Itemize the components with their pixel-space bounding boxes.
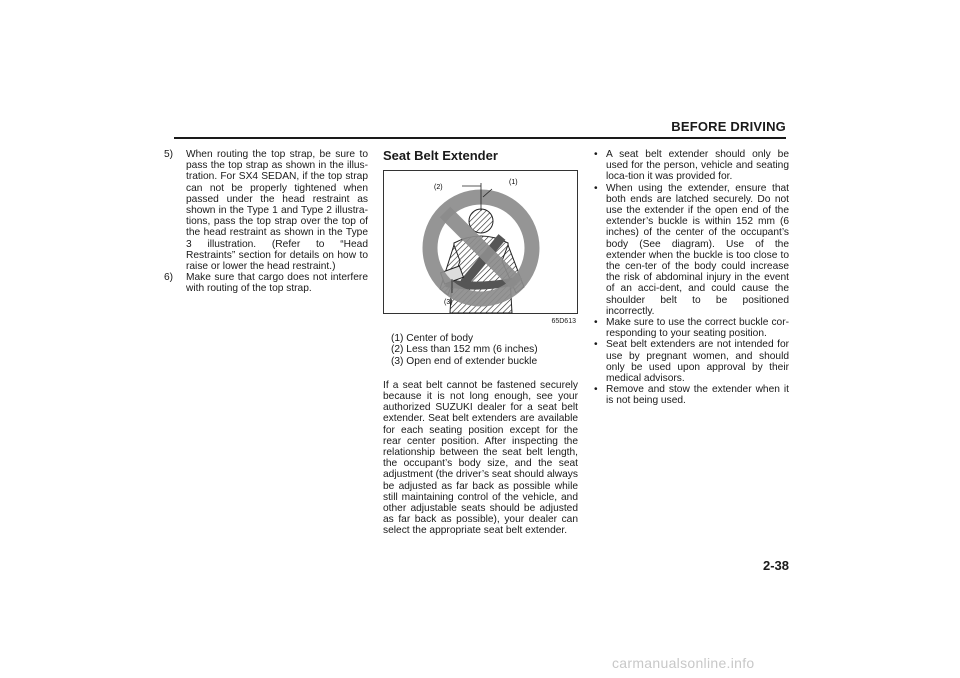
legend-item: (3) Open end of extender buckle: [391, 355, 538, 367]
bullet-item: [592, 149, 789, 183]
running-header: BEFORE DRIVING: [671, 119, 786, 134]
bullet-item: [592, 384, 789, 406]
right-column: [592, 149, 789, 407]
item-number: 5): [164, 149, 174, 160]
bullet-item: [592, 339, 789, 384]
legend-item: (2) Less than 152 mm (6 inches): [391, 344, 538, 356]
numbered-item: [164, 149, 368, 272]
bullet-text: Make sure to use the correct buckle cor-responding to your seating position.: [606, 317, 789, 340]
callout-1: (1): [509, 179, 518, 186]
section-title: Seat Belt Extender: [383, 148, 498, 163]
bullet-dot-icon: •: [594, 339, 598, 351]
bullet-text: Seat belt extenders are not intended for use by pregnant women, and should only be used upon approval by their medical advisors.: [606, 339, 789, 385]
item-text: When routing the top strap, be sure to pass the top strap as shown in the illus-tration. For SX4 SEDAN, if the top strap can not be properly tightened when passed under the head restraint as shown in the Type 1 and Type 2 illustra-tions, pass the top strap over the top of the head restraint as shown in the Type 3 illustration. (Refer to “Head Restraints” section for details on how to raise or lower the head restraint.): [186, 149, 368, 273]
figure-code: 65D613: [551, 318, 576, 325]
bullet-dot-icon: •: [594, 384, 598, 396]
numbered-item: [164, 272, 368, 294]
bullet-dot-icon: •: [594, 182, 598, 194]
callout-3: (3): [444, 299, 453, 306]
watermark: carmanualsonline.info: [612, 655, 755, 671]
prohibited-buckle-illustration: [384, 171, 577, 313]
bullet-item: [592, 317, 789, 339]
item-text: Make sure that cargo does not interfere with routing of the top strap.: [186, 272, 368, 295]
middle-column: [383, 149, 578, 537]
bullet-dot-icon: •: [594, 149, 598, 160]
legend-item: (1) Center of body: [391, 333, 474, 345]
callout-2: (2): [434, 184, 443, 191]
bullet-text: Remove and stow the extender when it is not being used.: [606, 384, 789, 407]
figure-legend: [391, 333, 578, 367]
bullet-text: A seat belt extender should only be used for the person, vehicle and seating loca-tion it was provided for.: [606, 149, 789, 183]
left-column: [164, 149, 368, 295]
page-number: 2-38: [762, 558, 789, 573]
body-paragraph: If a seat belt cannot be fastened securely because it is not long enough, see your authorized SUZUKI dealer for a seat belt extender. Seat belt extenders are available for each seating position except for the rear center position. After inspecting the relationship between the seat belt length, the occupant’s body size, and the seat adjustment (the driver’s seat should always be adjusted as far back as possible while still maintaining control of the vehicle, and other adjustable seats should be adjusted as far back as possible), your dealer can select the appropriate seat belt extender.: [383, 379, 578, 537]
bullet-dot-icon: •: [594, 317, 598, 329]
header-rule: [174, 137, 786, 139]
item-number: 6): [164, 272, 174, 284]
bullet-text: When using the extender, ensure that both ends are latched securely. Do not use the extender if the open end of the extender’s buckle is within 152 mm (6 inches) of the center of the occupant’s body (See diagram). Use of the extender when the buckle is too close to the cen-ter of the body could increase the risk of abdominal injury in the event of an acci-dent, and could cause the shoulder belt to be positioned incorrectly.: [606, 182, 789, 317]
bullet-item: [592, 183, 789, 317]
seat-belt-extender-figure: [383, 170, 578, 314]
